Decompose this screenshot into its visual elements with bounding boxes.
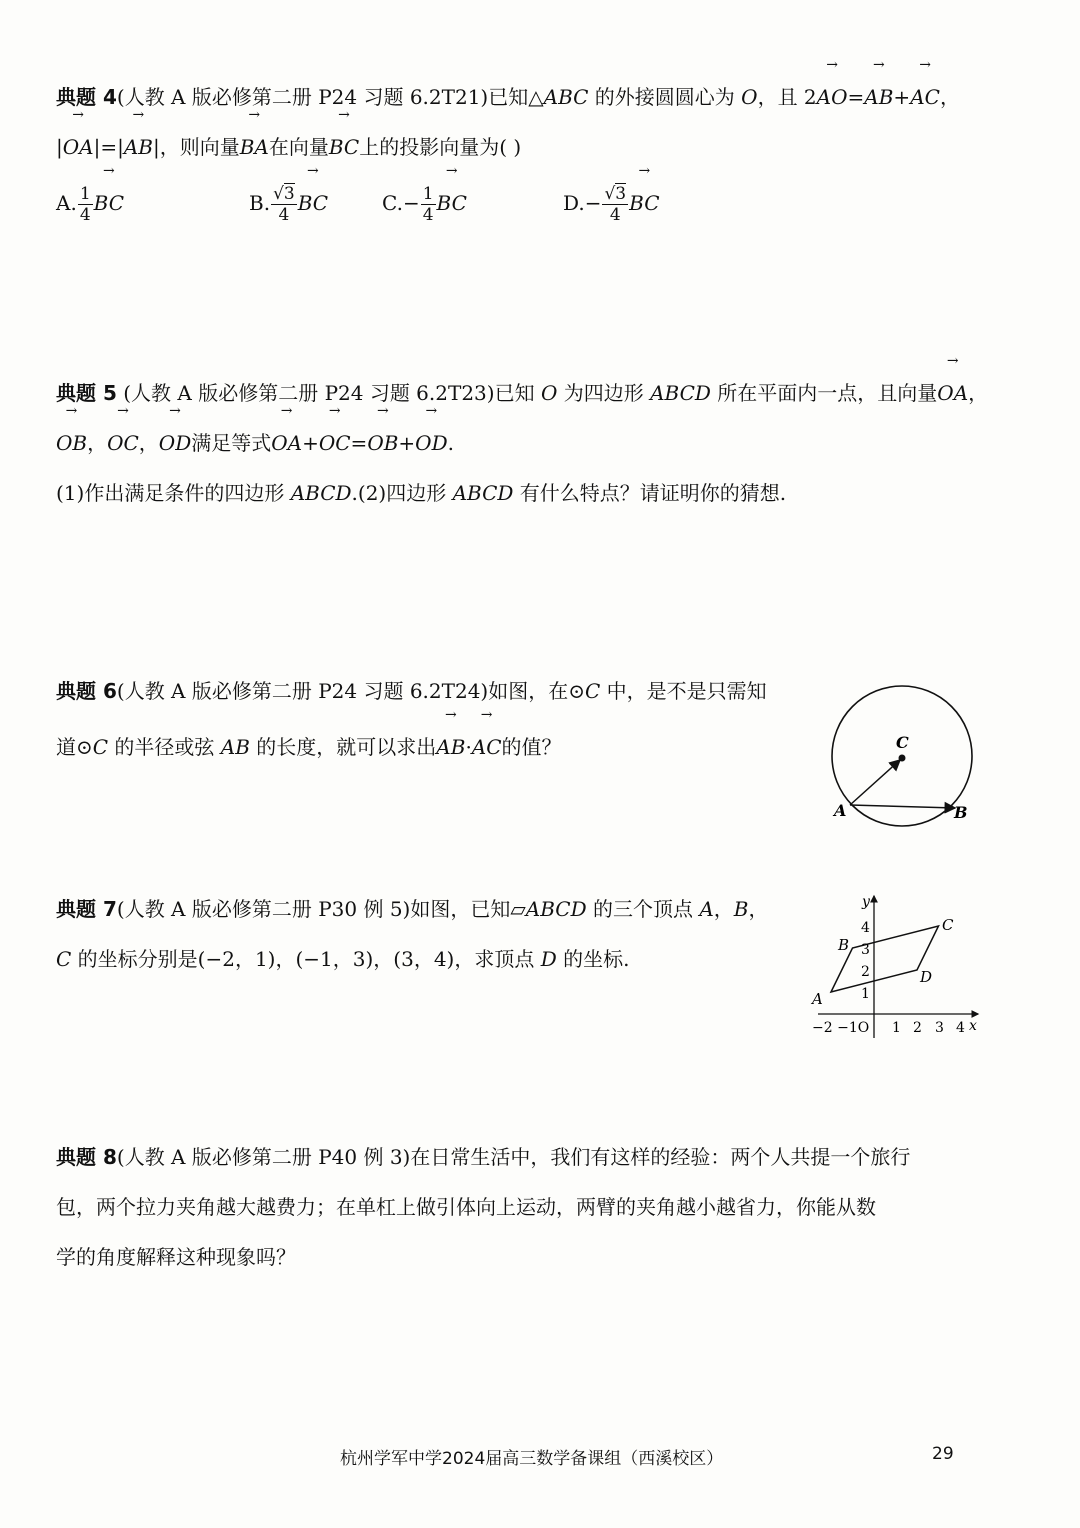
problem-5-lead: 典题 5 [56, 381, 117, 405]
text: 上的投影向量为( ) [359, 135, 522, 159]
text: ，则向量 [159, 135, 240, 159]
sqrt-symbol [604, 183, 626, 204]
center-dot [899, 755, 906, 762]
problem-7-line-1 [56, 884, 816, 934]
vertex-d-label: D [920, 968, 933, 986]
comma: ， [138, 431, 159, 455]
x-tick-4: 4 [956, 1020, 965, 1036]
problem-5-source: (人教 A 版必修第二册 P24 习题 6.2T23) [116, 381, 495, 405]
sqrt-symbol [273, 183, 295, 204]
radicand: 3 [283, 184, 295, 204]
comma: ， [968, 381, 989, 405]
y-tick-1: 1 [861, 986, 870, 1002]
vector-ac-arrow [850, 760, 900, 805]
equals-sign: = [847, 85, 865, 109]
abs-equals: |=| [93, 135, 124, 159]
vector-bc: → BC [329, 122, 359, 172]
point-a: A [699, 897, 714, 921]
radicand: 3 [615, 184, 627, 204]
text: 所在平面内一点，且向量 [710, 381, 938, 405]
page-number: 29 [932, 1444, 954, 1464]
period: . [447, 431, 454, 455]
point-c: C [92, 735, 109, 759]
vector-ba: → BA [240, 122, 269, 172]
problem-5-line-3 [56, 468, 1036, 518]
abs-bar: | [56, 135, 63, 159]
vector-oa: → OA [271, 418, 302, 468]
vector-ab: → AB [864, 72, 893, 122]
problem-4-line-1 [56, 72, 1036, 122]
problem-5-line-1 [56, 368, 1036, 418]
problem-8-line-2: 包，两个拉力夹角越大越费力；在单杠上做引体向上运动，两臂的夹角越小越省力，你能从数 [56, 1195, 876, 1219]
text: 在日常生活中，我们有这样的经验：两个人共提一个旅行 [410, 1145, 911, 1169]
problem-8 [56, 1132, 1036, 1282]
text: 满足等式 [191, 431, 272, 455]
vector-ac: → AC [472, 722, 502, 772]
vector-ac: → AC [910, 72, 940, 122]
text: 已知 [494, 381, 541, 405]
option-sign: − [584, 191, 602, 215]
text: 的三个顶点 [586, 897, 700, 921]
vector-bc: → BC [298, 178, 328, 228]
text: 的坐标. [556, 947, 630, 971]
vector-ab: → AB [436, 722, 465, 772]
text: 的半径或弦 [108, 735, 221, 759]
abs-bar: | [152, 135, 160, 159]
problem-4 [56, 72, 1036, 232]
plus-sign: + [302, 431, 319, 455]
fraction [78, 184, 93, 225]
option-a[interactable] [56, 178, 124, 228]
problem-6 [56, 666, 816, 772]
vector-bc: → BC [629, 178, 659, 228]
circle-figure [820, 680, 990, 840]
numerator: 1 [79, 184, 91, 204]
text: 已知△ [488, 85, 544, 109]
vertex-a-label: A [812, 990, 823, 1008]
denominator: 4 [422, 205, 434, 225]
problem-4-source: (人教 A 版必修第二册 P24 习题 6.2T21) [116, 85, 489, 109]
vector-bc: → BC [94, 178, 124, 228]
problem-8-line-3: 学的角度解释这种现象吗？ [56, 1245, 296, 1269]
y-tick-4: 4 [861, 920, 870, 936]
point-o: O [741, 85, 758, 109]
problem-4-options [56, 172, 1036, 232]
option-sign: − [402, 191, 420, 215]
comma: ， [939, 85, 960, 109]
fraction [421, 184, 436, 225]
vector-ab: → AB [124, 122, 153, 172]
comma: ， [87, 431, 108, 455]
vertex-c-label: C [942, 916, 954, 934]
x-tick-2: 2 [913, 1020, 922, 1036]
problem-7-line-2 [56, 934, 816, 984]
plus-sign: + [893, 85, 911, 109]
label-a: A [834, 801, 847, 820]
problem-5-line-2 [56, 418, 1036, 468]
option-d[interactable] [563, 178, 660, 228]
point-d: D [540, 947, 557, 971]
text: ，且 2 [757, 85, 817, 109]
problem-8-source: (人教 A 版必修第二册 P40 例 3) [116, 1145, 411, 1169]
text: 如图，已知▱ [410, 897, 526, 921]
quadrilateral-name: ABCD [290, 481, 352, 505]
vector-bc: → BC [437, 178, 467, 228]
option-label: C. [382, 191, 403, 215]
problem-7-lead: 典题 7 [56, 897, 117, 921]
problem-6-source: (人教 A 版必修第二册 P24 习题 6.2T24) [116, 679, 489, 703]
option-label: B. [249, 191, 271, 215]
denominator: 4 [278, 205, 290, 225]
x-tick-1: 1 [892, 1020, 901, 1036]
text: 的长度，就可以求出 [249, 735, 437, 759]
vector-oa: → OA [937, 368, 968, 418]
x-axis-label: x [969, 1018, 977, 1034]
y-tick-3: 3 [861, 942, 870, 958]
vector-od: → OD [415, 418, 447, 468]
problem-5 [56, 368, 1036, 518]
vector-ob: → OB [56, 418, 87, 468]
equals-sign: = [350, 431, 368, 455]
problem-7 [56, 884, 816, 984]
problem-6-line-2 [56, 722, 816, 772]
label-b: B [954, 803, 968, 822]
x-neg-label: −2 −1O [812, 1020, 870, 1036]
triangle-name: ABC [543, 85, 589, 109]
vector-oa: → OA [63, 122, 94, 172]
vector-ob: → OB [367, 418, 398, 468]
dot-operator: · [465, 735, 472, 759]
text: 在向量 [268, 135, 329, 159]
text: 的外接圆圆心为 [588, 85, 742, 109]
option-label: D. [563, 191, 585, 215]
comma: ， [713, 897, 734, 921]
y-axis-label: y [862, 894, 870, 910]
coordinate-figure [808, 890, 988, 1040]
fraction [602, 184, 628, 225]
problem-8-line-1 [56, 1132, 1036, 1182]
vertex-b-label: B [838, 936, 850, 954]
text: 有什么特点？请证明你的猜想. [513, 481, 787, 505]
vector-ao: → AO [817, 72, 848, 122]
y-tick-2: 2 [861, 964, 870, 980]
numerator [602, 184, 628, 205]
comma: ， [748, 897, 769, 921]
text: 的坐标分别是(−2，1)，(−1，3)，(3，4)，求顶点 [71, 947, 541, 971]
option-c[interactable] [382, 178, 467, 228]
option-label: A. [56, 191, 77, 215]
text: 为四边形 [557, 381, 651, 405]
text: 中，是不是只需知 [600, 679, 767, 703]
vector-od: → OD [159, 418, 191, 468]
numerator: 1 [422, 184, 434, 204]
vector-oc: → OC [319, 418, 351, 468]
fraction [271, 184, 297, 225]
quadrilateral-name: ABCD [452, 481, 514, 505]
parallelogram-name: ABCD [525, 897, 587, 921]
chord-name: AB [220, 735, 250, 759]
text: 道⊙ [56, 735, 93, 759]
text: .(2)四边形 [351, 481, 453, 505]
denominator: 4 [609, 205, 621, 225]
option-b[interactable] [249, 178, 328, 228]
point-c: C [56, 947, 72, 971]
vector-ab-arrow [850, 805, 955, 808]
quadrilateral-name: ABCD [650, 381, 711, 405]
x-tick-3: 3 [935, 1020, 944, 1036]
point-o: O [540, 381, 558, 405]
denominator: 4 [79, 205, 91, 225]
text: 如图，在⊙ [488, 679, 585, 703]
vector-oc: → OC [107, 418, 139, 468]
numerator [271, 184, 297, 205]
problem-4-lead: 典题 4 [56, 85, 117, 109]
problem-4-line-2 [56, 122, 1036, 172]
problem-6-lead: 典题 6 [56, 679, 117, 703]
point-c: C [585, 679, 601, 703]
problem-8-lead: 典题 8 [56, 1145, 117, 1169]
text: (1)作出满足条件的四边形 [56, 481, 291, 505]
problem-7-source: (人教 A 版必修第二册 P30 例 5) [116, 897, 411, 921]
label-c: C [896, 733, 909, 752]
footer-school: 杭州学军中学2024届高三数学备课组（西溪校区） [340, 1449, 724, 1469]
plus-sign: + [398, 431, 416, 455]
text: 的值？ [501, 735, 562, 759]
point-b: B [733, 897, 749, 921]
